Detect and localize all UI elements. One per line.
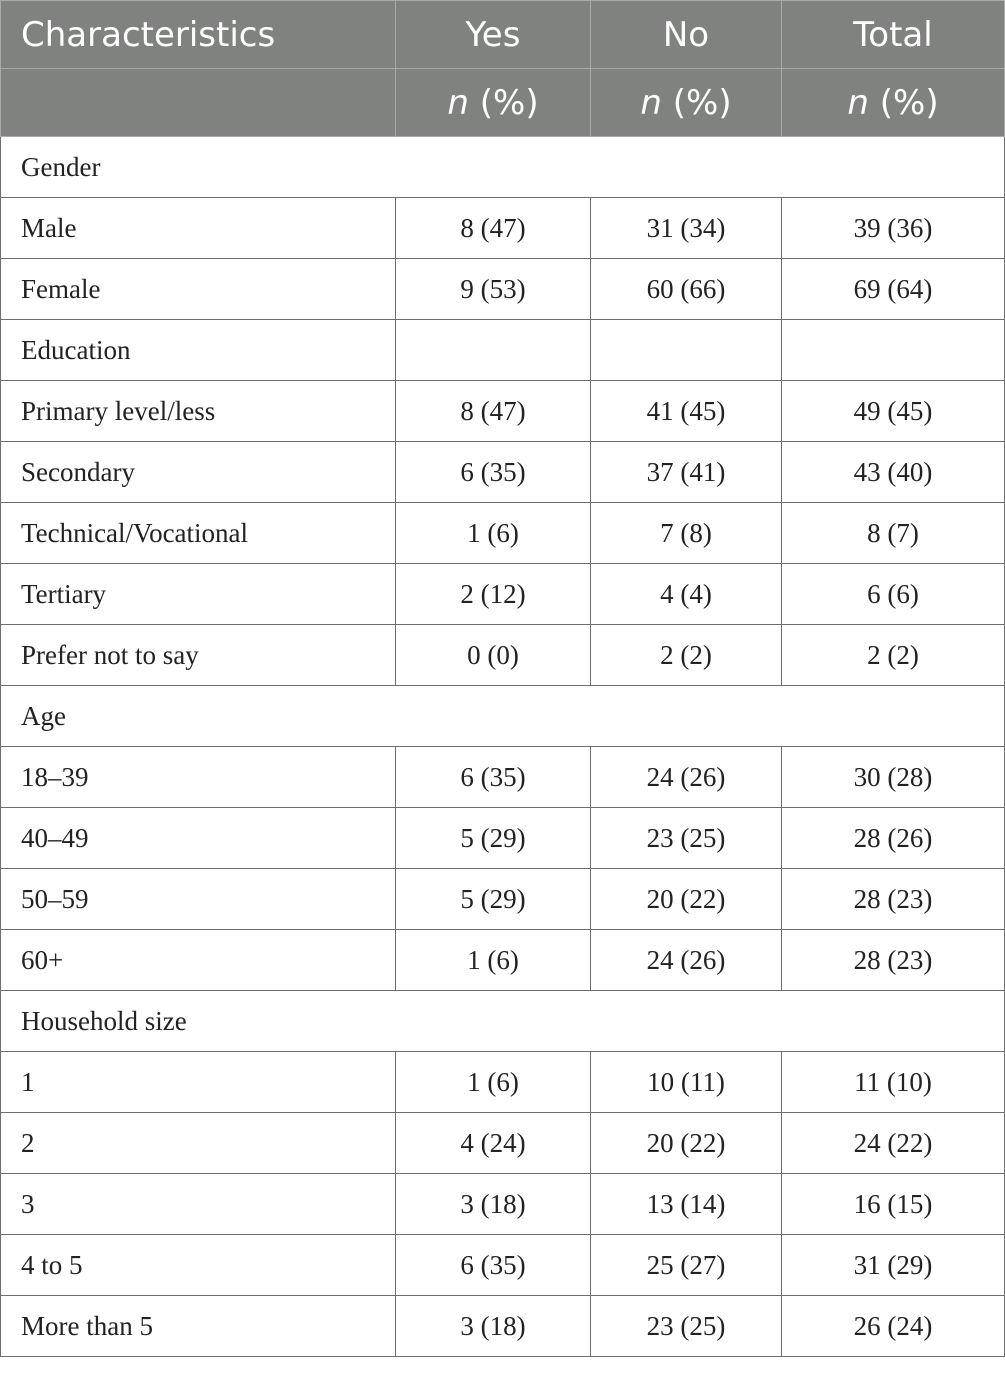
subheader-yes [396,69,591,137]
cell-total: 28 (23) [782,930,1005,991]
group-label: Gender [1,137,1005,198]
cell-yes: 1 (6) [396,503,591,564]
row-label: Secondary [1,442,396,503]
subheader-total [782,69,1005,137]
cell-yes: 8 (47) [396,198,591,259]
cell-yes: 9 (53) [396,259,591,320]
row-label: 18–39 [1,747,396,808]
cell-no: 41 (45) [591,381,782,442]
row-label: 60+ [1,930,396,991]
table-row [1,564,1005,625]
cell-total: 39 (36) [782,198,1005,259]
group-row [1,320,1005,381]
table-row [1,1052,1005,1113]
cell-yes: 6 (35) [396,1235,591,1296]
table-row [1,625,1005,686]
cell-no: 23 (25) [591,808,782,869]
group-row [1,137,1005,198]
cell-no: 20 (22) [591,869,782,930]
row-label: Technical/Vocational [1,503,396,564]
cell-yes: 6 (35) [396,442,591,503]
subheader-no [591,69,782,137]
cell-yes: 3 (18) [396,1296,591,1357]
cell-no: 31 (34) [591,198,782,259]
header-total: Total [782,1,1005,69]
row-label: Prefer not to say [1,625,396,686]
cell-yes: 6 (35) [396,747,591,808]
row-label: 40–49 [1,808,396,869]
cell-no: 13 (14) [591,1174,782,1235]
cell-total: 49 (45) [782,381,1005,442]
cell-no: 2 (2) [591,625,782,686]
cell-yes: 0 (0) [396,625,591,686]
cell-total: 2 (2) [782,625,1005,686]
row-label: 1 [1,1052,396,1113]
group-label: Household size [1,991,1005,1052]
table-row [1,503,1005,564]
table-row [1,1174,1005,1235]
cell-no: 23 (25) [591,1296,782,1357]
subheader-empty [1,69,396,137]
row-label: Primary level/less [1,381,396,442]
cell-total: 24 (22) [782,1113,1005,1174]
cell-yes: 2 (12) [396,564,591,625]
empty-cell [591,320,782,381]
row-label: 4 to 5 [1,1235,396,1296]
header-yes: Yes [396,1,591,69]
subheader-pct: (%) [868,82,939,123]
cell-no: 7 (8) [591,503,782,564]
header-row [1,1,1005,69]
subheader-pct: (%) [661,82,732,123]
cell-yes: 1 (6) [396,930,591,991]
row-label: Male [1,198,396,259]
subheader-n: n [447,82,469,123]
header-no: No [591,1,782,69]
cell-no: 24 (26) [591,930,782,991]
cell-yes: 5 (29) [396,869,591,930]
group-label: Education [1,320,396,381]
table-row [1,442,1005,503]
cell-no: 24 (26) [591,747,782,808]
table-row [1,930,1005,991]
row-label: 50–59 [1,869,396,930]
group-row [1,686,1005,747]
subheader-pct: (%) [468,82,539,123]
group-label: Age [1,686,1005,747]
cell-no: 20 (22) [591,1113,782,1174]
cell-no: 4 (4) [591,564,782,625]
cell-no: 60 (66) [591,259,782,320]
row-label: More than 5 [1,1296,396,1357]
cell-total: 26 (24) [782,1296,1005,1357]
cell-total: 31 (29) [782,1235,1005,1296]
cell-yes: 8 (47) [396,381,591,442]
cell-total: 28 (26) [782,808,1005,869]
row-label: 3 [1,1174,396,1235]
cell-total: 43 (40) [782,442,1005,503]
row-label: 2 [1,1113,396,1174]
table-row [1,1235,1005,1296]
cell-yes: 3 (18) [396,1174,591,1235]
cell-total: 11 (10) [782,1052,1005,1113]
cell-no: 10 (11) [591,1052,782,1113]
cell-total: 30 (28) [782,747,1005,808]
table-row [1,1296,1005,1357]
table-row [1,259,1005,320]
table-body [1,137,1005,1357]
empty-cell [782,320,1005,381]
table-row [1,747,1005,808]
table-row [1,1113,1005,1174]
subheader-row [1,69,1005,137]
cell-total: 69 (64) [782,259,1005,320]
group-row [1,991,1005,1052]
subheader-n: n [847,82,869,123]
header-characteristics: Characteristics [1,1,396,69]
table-row [1,869,1005,930]
subheader-n: n [640,82,662,123]
cell-total: 6 (6) [782,564,1005,625]
cell-total: 8 (7) [782,503,1005,564]
cell-no: 25 (27) [591,1235,782,1296]
row-label: Tertiary [1,564,396,625]
cell-yes: 5 (29) [396,808,591,869]
cell-yes: 1 (6) [396,1052,591,1113]
table-row [1,198,1005,259]
table-header [1,1,1005,137]
empty-cell [396,320,591,381]
cell-total: 28 (23) [782,869,1005,930]
cell-yes: 4 (24) [396,1113,591,1174]
table-row [1,808,1005,869]
cell-total: 16 (15) [782,1174,1005,1235]
row-label: Female [1,259,396,320]
table-row [1,381,1005,442]
cell-no: 37 (41) [591,442,782,503]
